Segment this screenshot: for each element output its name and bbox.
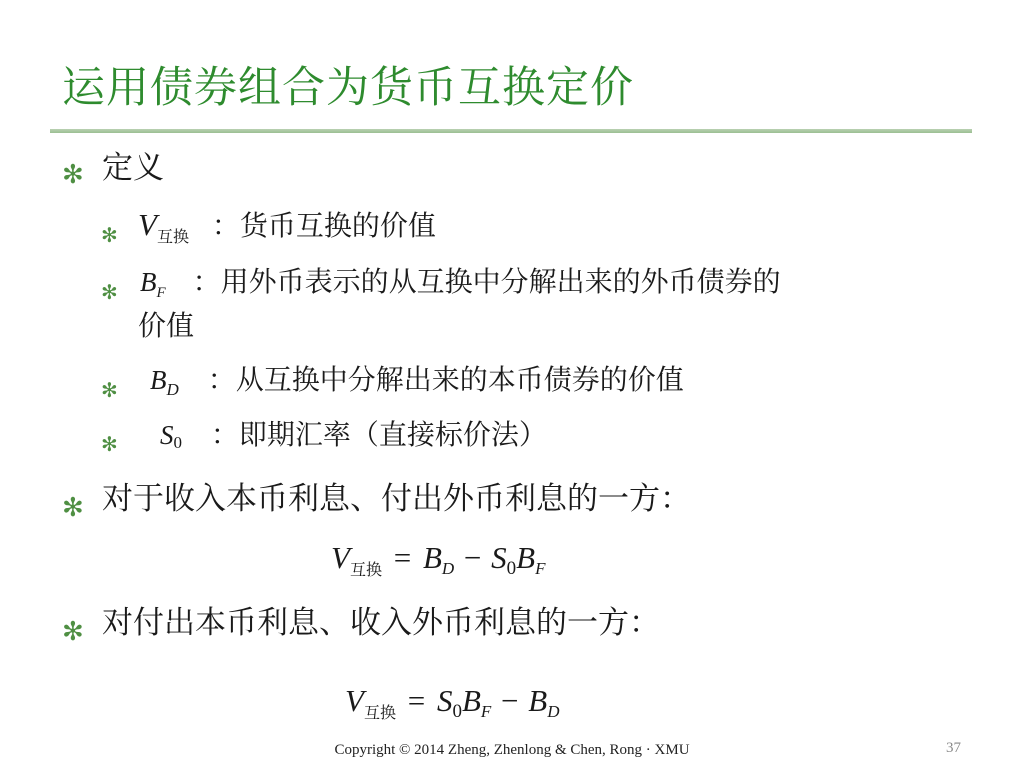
definition-text: ：即期汇率（直接标价法） xyxy=(210,418,547,451)
math-symbol: $B_D$ xyxy=(150,365,179,399)
definition-text: ：货币互换的价值 xyxy=(211,209,436,242)
asterisk-bullet-icon: ✻ xyxy=(101,223,118,247)
asterisk-bullet-icon: ✻ xyxy=(101,378,118,402)
definition-item-s0 xyxy=(160,418,547,456)
case1-text: 对于收入本币利息、付出外币利息的一方： xyxy=(102,481,691,517)
case2-text: 对付出本币利息、收入外币利息的一方： xyxy=(102,605,660,641)
definition-text: ：用外币表示的从互换中分解出来的外币债券的 xyxy=(192,265,781,298)
title-divider xyxy=(50,129,972,133)
formula-case2: $V_{互换} = S0BF$ − BD xyxy=(345,683,560,722)
definition-item-bf xyxy=(140,265,781,304)
asterisk-bullet-icon: ✻ xyxy=(101,432,118,456)
definition-text: ：从互换中分解出来的本币债券的价值 xyxy=(207,363,684,396)
definition-heading: 定义 xyxy=(102,150,164,186)
asterisk-bullet-icon: ✻ xyxy=(62,617,84,647)
math-symbol: S0 xyxy=(160,420,182,452)
asterisk-bullet-icon: ✻ xyxy=(62,493,84,523)
math-symbol: $V_{互换}$ xyxy=(138,207,189,246)
math-symbol: $B_F$ xyxy=(140,267,166,301)
definition-text-continued: 价值 xyxy=(138,309,195,342)
definition-item-bd xyxy=(150,363,684,401)
asterisk-bullet-icon: ✻ xyxy=(62,160,84,190)
definition-item-v-swap xyxy=(138,208,436,247)
formula-case1: $V_{互换}$ = BD − S0BF xyxy=(331,540,546,579)
copyright-footer: Copyright © 2014 Zheng, Zhenlong & Chen, Rong · XMU xyxy=(334,742,690,758)
asterisk-bullet-icon: ✻ xyxy=(101,280,118,304)
page-number: 37 xyxy=(946,740,961,756)
slide-title: 运用债券组合为货币互换定价 xyxy=(62,63,634,113)
